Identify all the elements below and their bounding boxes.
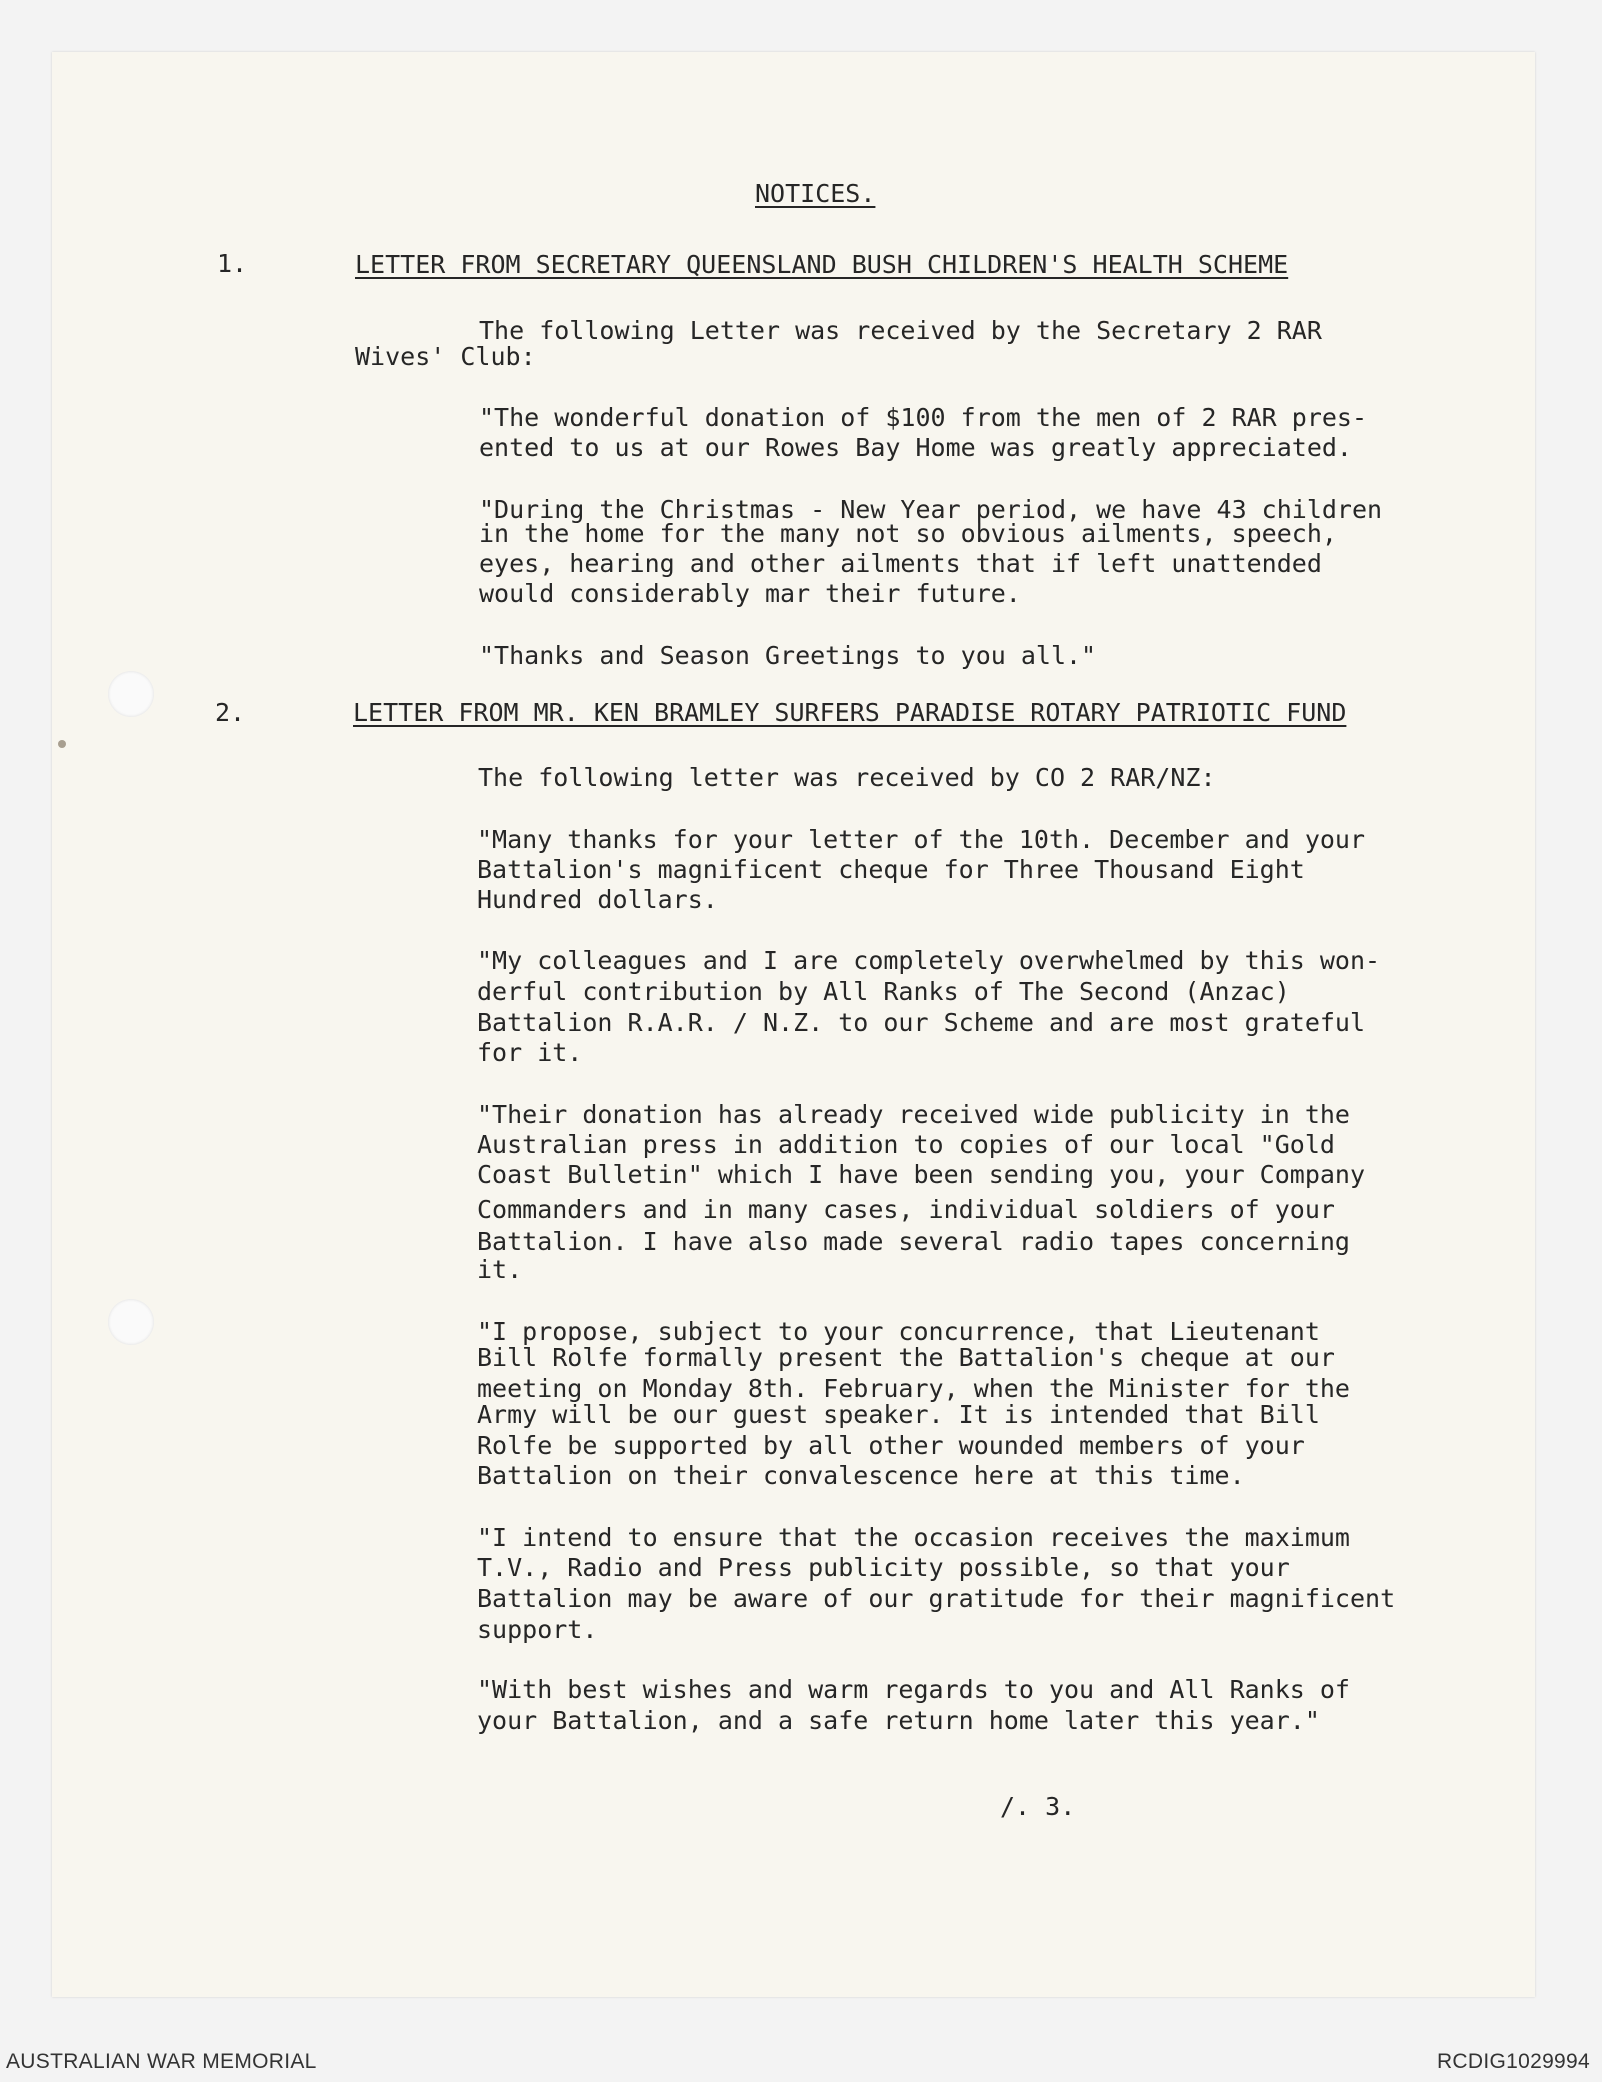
letter-line: Battalion on their convalescence here at this time. (477, 1461, 1245, 1490)
letter-line: for it. (477, 1038, 583, 1067)
letter-line: eyes, hearing and other ailments that if left unattended (479, 549, 1322, 578)
punch-hole (108, 1299, 154, 1345)
letter-line: support. (477, 1615, 598, 1644)
punch-hole (108, 671, 154, 717)
letter-line: Battalion. I have also made several radio tapes concerning (477, 1227, 1350, 1256)
intro-line: Wives' Club: (355, 342, 536, 371)
letter-line: Bill Rolfe formally present the Battalion's cheque at our (477, 1343, 1335, 1372)
document-page (52, 52, 1535, 1997)
letter-line: Rolfe be supported by all other wounded members of your (477, 1431, 1305, 1460)
section-number: 2. (215, 698, 246, 727)
letter-line: Battalion R.A.R. / N.Z. to our Scheme and are most grateful (477, 1008, 1366, 1037)
letter-line: "Many thanks for your letter of the 10th. December and your (477, 825, 1366, 854)
letter-line: your Battalion, and a safe return home later this year." (477, 1706, 1320, 1735)
continuation-mark: /. 3. (1000, 1792, 1076, 1821)
section-title: LETTER FROM MR. KEN BRAMLEY SURFERS PARADISE ROTARY PATRIOTIC FUND (353, 698, 1347, 727)
letter-line: meeting on Monday 8th. February, when the Minister for the (477, 1374, 1350, 1403)
letter-line: Battalion may be aware of our gratitude for their magnificent (477, 1584, 1396, 1613)
letter-line: Australian press in addition to copies of our local "Gold (477, 1130, 1335, 1159)
letter-line: "I propose, subject to your concurrence, that Lieutenant (477, 1317, 1320, 1346)
section-title: LETTER FROM SECRETARY QUEENSLAND BUSH CHILDREN'S HEALTH SCHEME (355, 250, 1289, 279)
letter-line: "With best wishes and warm regards to you and All Ranks of (477, 1675, 1350, 1704)
letter-line: Commanders and in many cases, individual soldiers of your (477, 1195, 1335, 1224)
letter-line: "The wonderful donation of $100 from the men of 2 RAR pres- (479, 403, 1368, 432)
letter-line: Battalion's magnificent cheque for Three Thousand Eight (477, 855, 1305, 884)
letter-line: "Their donation has already received wide publicity in the (477, 1100, 1350, 1129)
letter-line: in the home for the many not so obvious ailments, speech, (479, 519, 1337, 548)
letter-line: T.V., Radio and Press publicity possible, so that your (477, 1553, 1290, 1582)
page-heading: NOTICES. (755, 179, 876, 208)
paper-mark (58, 740, 66, 748)
letter-line: derful contribution by All Ranks of The Second (Anzac) (477, 977, 1290, 1006)
letter-line: "My colleagues and I are completely overwhelmed by this won- (477, 946, 1381, 975)
letter-line: "During the Christmas - New Year period, we have 43 children (479, 495, 1383, 524)
intro-line: The following letter was received by CO 2 RAR/NZ: (478, 763, 1216, 792)
letter-line: Coast Bulletin" which I have been sending you, your Company (477, 1160, 1366, 1189)
letter-line: ented to us at our Rowes Bay Home was greatly appreciated. (479, 433, 1352, 462)
letter-line: Army will be our guest speaker. It is intended that Bill (477, 1400, 1320, 1429)
section-number: 1. (217, 249, 248, 278)
letter-line: would considerably mar their future. (479, 579, 1021, 608)
footer-archive-name: AUSTRALIAN WAR MEMORIAL (6, 2050, 317, 2073)
letter-line: "I intend to ensure that the occasion receives the maximum (477, 1523, 1350, 1552)
letter-line: "Thanks and Season Greetings to you all." (479, 641, 1097, 670)
intro-line: The following Letter was received by the Secretary 2 RAR (479, 316, 1322, 345)
letter-line: Hundred dollars. (477, 885, 718, 914)
letter-line: it. (477, 1255, 523, 1284)
footer-record-id: RCDIG1029994 (1436, 2050, 1590, 2073)
